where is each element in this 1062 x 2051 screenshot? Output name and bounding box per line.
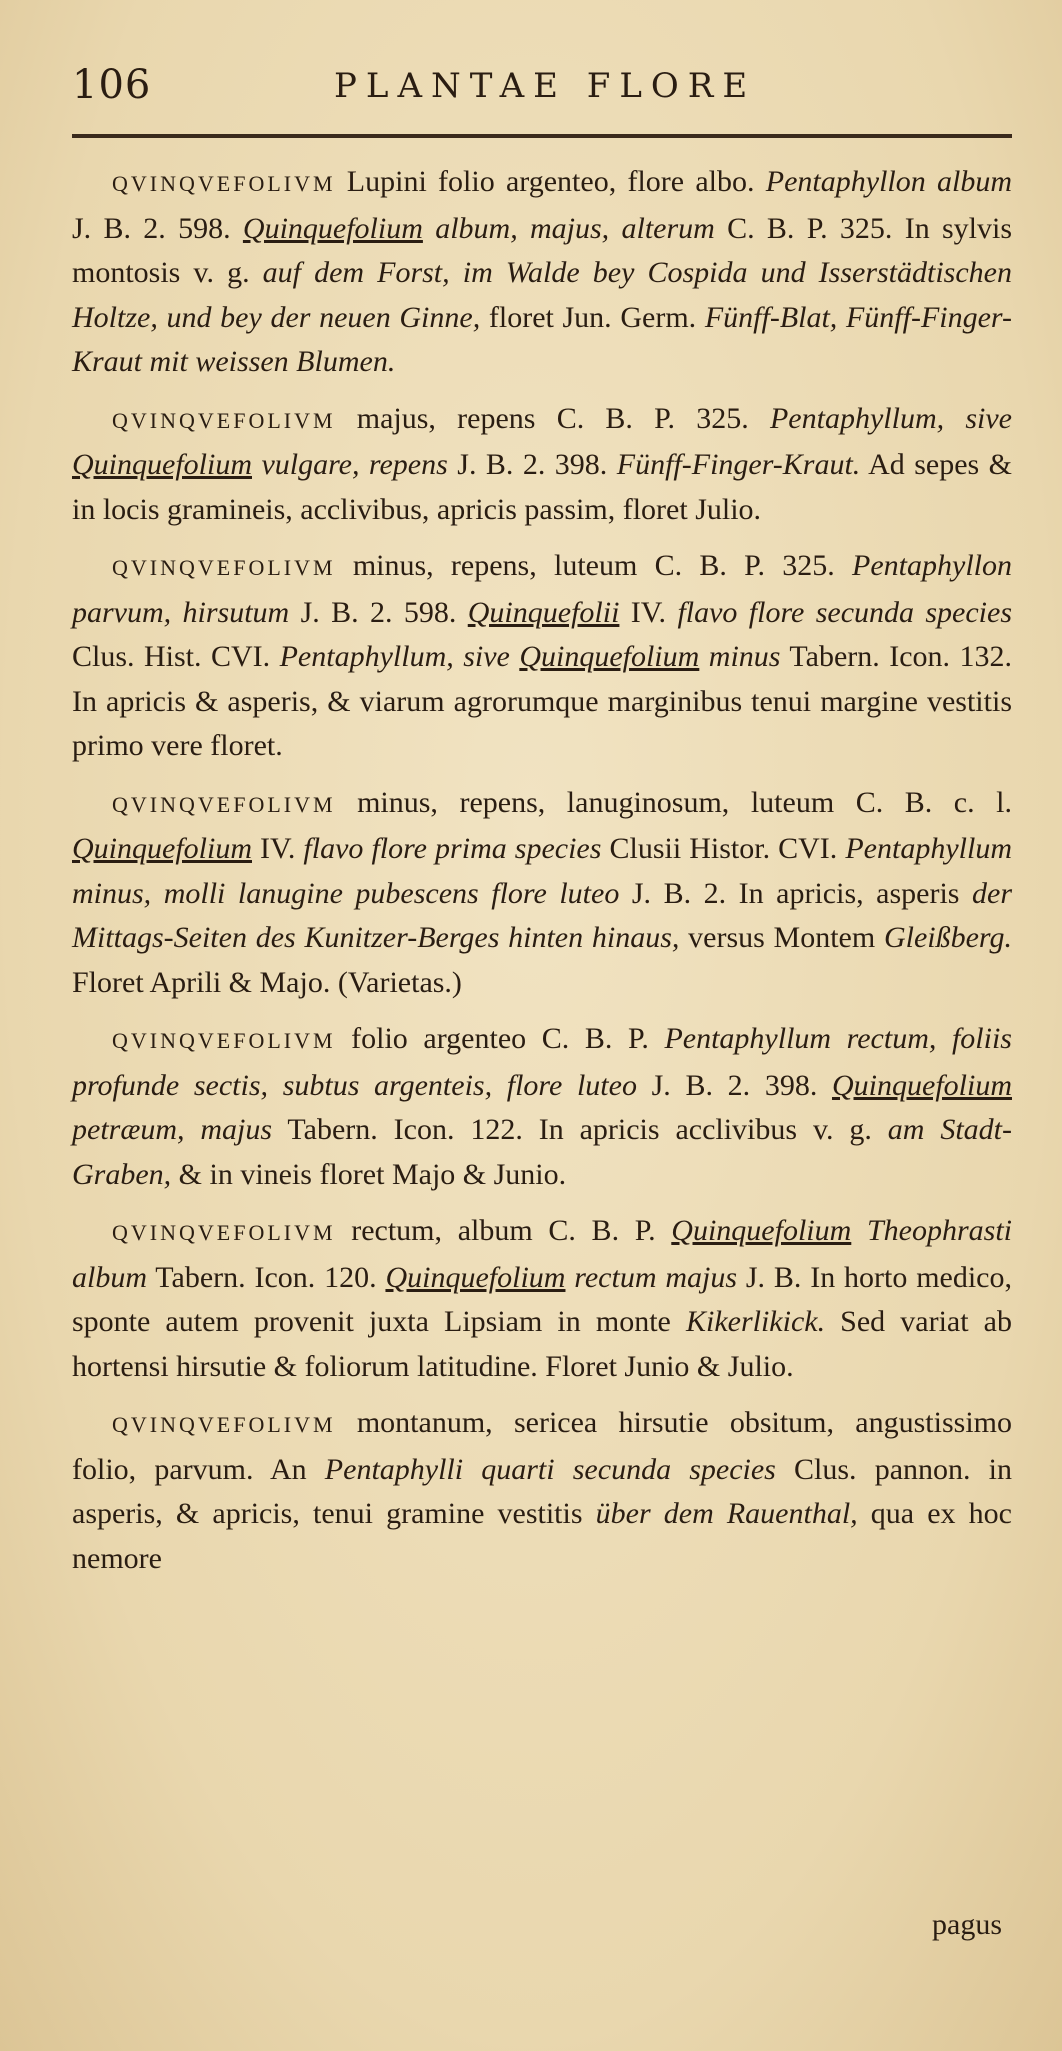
- roman-text: J. B. 2. 398.: [636, 1068, 832, 1102]
- italic-text: album, majus, alterum: [422, 211, 715, 245]
- roman-text: & in vineis floret Majo & Junio.: [171, 1157, 567, 1191]
- italic-text: Pentaphyllon parvum, hirsutum: [72, 549, 1012, 629]
- italic-text: Pentaphyllum, sive: [279, 640, 520, 673]
- italic-text: Quinquefolium: [72, 832, 252, 865]
- roman-text: Ad sepes & in locis gramineis, acclivibus, apricis passim, floret Julio.: [72, 448, 1012, 526]
- roman-text: Clus. pannon. in asperis, & apricis, tenui gramine vestitis: [72, 1452, 1013, 1530]
- italic-text: vulgare, repens: [252, 448, 448, 481]
- plant-entry: [72, 1209, 1012, 1389]
- entry-heading: QVINQVEFOLIVM: [112, 1412, 336, 1437]
- roman-text: Clus. Hist. CVI.: [72, 640, 280, 673]
- italic-text: Pentaphyllum, sive: [769, 401, 1012, 435]
- roman-text: rectum, album C. B. P.: [335, 1214, 672, 1247]
- italic-text: Quinquefolium: [832, 1068, 1012, 1102]
- italic-text: petræum, majus: [72, 1113, 273, 1146]
- plant-entry: [72, 781, 1012, 1006]
- italic-text: am Stadt-Graben,: [72, 1113, 1012, 1191]
- roman-text: J. B. 2. In apricis, asperis: [619, 876, 972, 910]
- italic-text: minus: [699, 640, 781, 673]
- roman-text: qua ex hoc nemore: [72, 1497, 1012, 1575]
- roman-text: Tabern. Icon. 132. In apricis & asperis, & viarum agrorumque marginibus tenui margine vestitis primo vere floret.: [72, 640, 1012, 762]
- roman-text: J. B. 2. 598.: [72, 211, 243, 245]
- roman-text: Sed variat ab hortensi hirsutie & foliorum latitudine. Floret Junio & Julio.: [72, 1305, 1012, 1383]
- text-body: [72, 160, 1012, 1593]
- italic-text: über dem Rauenthal,: [595, 1497, 858, 1530]
- italic-text: Fünff-Finger-Kraut.: [616, 448, 861, 481]
- italic-text: Pentaphylli quarti secunda species: [324, 1452, 776, 1486]
- entry-heading: QVINQVEFOLIVM: [112, 407, 336, 433]
- italic-text: Quinquefolium: [385, 1260, 566, 1294]
- roman-text: versus Montem: [679, 921, 884, 954]
- italic-text: Pentaphyllon album: [765, 165, 1013, 198]
- roman-text: Tabern. Icon. 122. In apricis acclivibus v. g.: [272, 1113, 888, 1146]
- italic-text: Theophrasti album: [72, 1214, 1012, 1294]
- catchword: pagus: [932, 1908, 1002, 1941]
- italic-text: Pentaphyllum rectum, foliis profunde sectis, subtus argenteis, flore luteo: [72, 1022, 1012, 1102]
- roman-text: J. B. 2. 598.: [289, 595, 468, 629]
- roman-text: minus, repens, luteum C. B. P. 325.: [335, 549, 853, 582]
- italic-text: rectum majus: [565, 1260, 738, 1294]
- roman-text: Lupini folio argenteo, flore albo.: [335, 165, 766, 198]
- roman-text: IV.: [252, 832, 304, 865]
- roman-text: Clusii Histor. CVI.: [601, 832, 846, 865]
- roman-text: J. B. 2. 398.: [447, 448, 617, 481]
- italic-text: Quinquefolium: [519, 640, 700, 673]
- plant-entry: [72, 160, 1012, 385]
- header-rule: [72, 134, 1012, 138]
- roman-text: J. B. In horto medico, sponte autem provenit juxta Lipsiam in monte: [72, 1260, 1012, 1338]
- italic-text: Quinquefolium: [671, 1214, 852, 1247]
- entry-heading: QVINQVEFOLIVM: [112, 791, 336, 817]
- italic-text: Quinquefolium: [242, 211, 423, 245]
- italic-text: Pentaphyllum minus, molli lanugine pubescens flore luteo: [72, 832, 1012, 910]
- running-title: PLANTAE FLORE: [334, 66, 757, 106]
- plant-entry: [72, 1017, 1012, 1197]
- italic-text: flavo flore prima species: [303, 832, 602, 865]
- entry-heading: QVINQVEFOLIVM: [112, 1220, 336, 1245]
- plant-entry: [72, 1401, 1012, 1581]
- italic-text: Kikerlikick.: [685, 1305, 826, 1338]
- roman-text: Tabern. Icon. 120.: [147, 1260, 386, 1294]
- italic-text: auf dem Forst, im Walde bey Cospida und Isserstädtischen Holtze, und bey der neuen Ginne,: [72, 256, 1012, 334]
- roman-text: Floret Aprili & Majo. (Varietas.): [72, 965, 462, 999]
- roman-text: montanum, sericea hirsutie obsitum, angustissimo folio, parvum. An: [72, 1406, 1012, 1486]
- entry-heading: QVINQVEFOLIVM: [112, 555, 336, 580]
- plant-entry: [72, 397, 1012, 533]
- italic-text: Fünff-Blat, Fünff-Finger-Kraut mit weissen Blumen.: [72, 300, 1012, 378]
- plant-entry: [72, 544, 1012, 769]
- italic-text: der Mittags-Seiten des Kunitzer-Berges hinten hinaus,: [72, 876, 1012, 954]
- italic-text: flavo flore secunda species: [677, 595, 1013, 629]
- roman-text: IV.: [619, 595, 678, 629]
- page-header: [72, 62, 1002, 122]
- roman-text: minus, repens, lanuginosum, luteum C. B. c. l.: [335, 785, 1012, 819]
- roman-text: folio argenteo C. B. P.: [335, 1022, 665, 1055]
- page-number: 106: [72, 62, 152, 108]
- italic-text: Quinquefolium: [72, 448, 252, 481]
- italic-text: Quinquefolii: [467, 595, 620, 629]
- roman-text: C. B. P. 325. In sylvis montosis v. g.: [72, 211, 1013, 289]
- entry-heading: QVINQVEFOLIVM: [112, 1028, 336, 1053]
- roman-text: majus, repens C. B. P. 325.: [335, 401, 770, 435]
- entry-heading: QVINQVEFOLIVM: [112, 171, 336, 196]
- italic-text: Gleißberg.: [883, 921, 1012, 954]
- roman-text: floret Jun. Germ.: [480, 300, 705, 334]
